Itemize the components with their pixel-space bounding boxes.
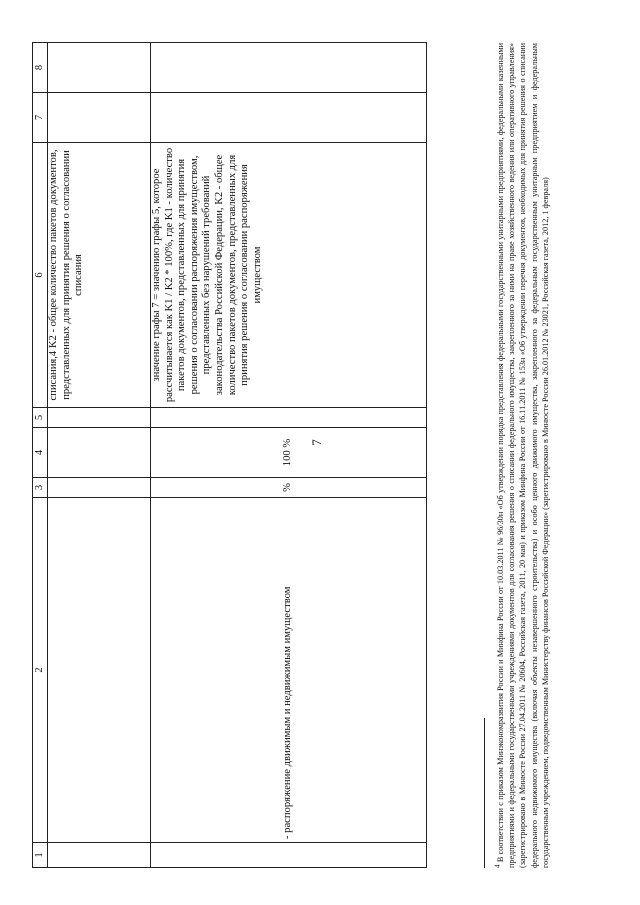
table-cell xyxy=(48,43,151,93)
header-cell: 1 xyxy=(33,843,48,868)
table-header-row xyxy=(33,43,48,868)
header-cell: 2 xyxy=(33,498,48,843)
footnote-text: В соответствии с приказом Минэкономразвития России и Минфина России от 10.03.2011 № 96/30н «Об утверждении порядка представления федеральными государственными унитарными предприятиями, федеральными казенными предприятиями и федеральными государственными учреждениями документов для согласования решения о списании федерального имущества, закрепленного за ними на праве хозяйственного ведения или оперативного управления» (зарегистрировано в Минюсте России 27.04.2011 № 20604, Российская газета, 2011, 20 мая) и приказом Минфина России от 16.11.2011 № 153н «Об утверждении перечня документов, необходимых для принятия решения о списании федерального недвижимого имущества (включая объекты незавершенного строительства) и особо ценного движимого имущества, закрепленного за федеральным государственным унитарным предприятием и федеральным государственным учреждением, подведомственным Министерству финансов Российской Федерации» (зарегистрировано в Минюсте России 26.01.2012 № 23021, Российская газета, 2012, 1 февраля) xyxy=(496,42,550,868)
header-cell: 3 xyxy=(33,478,48,498)
table-cell-description: списания,4 K2 - общее количество пакетов документов, представленных для принятия решения о согласовании списания xyxy=(48,143,151,408)
table-cell xyxy=(151,93,427,143)
table-cell-unit: % xyxy=(151,478,427,498)
table-cell xyxy=(48,843,151,868)
footnote-mark: 4 xyxy=(493,864,502,868)
table-cell xyxy=(48,93,151,143)
header-cell: 5 xyxy=(33,408,48,428)
header-cell: 6 xyxy=(33,143,48,408)
table-cell xyxy=(151,843,427,868)
page-number: 7 xyxy=(308,439,324,446)
header-cell: 4 xyxy=(33,428,48,478)
table-cell xyxy=(151,408,427,428)
table-row xyxy=(151,43,427,868)
rotated-document-page xyxy=(32,43,587,868)
indicators-table xyxy=(32,42,427,868)
table-cell xyxy=(48,478,151,498)
header-cell: 8 xyxy=(33,43,48,93)
table-row xyxy=(48,43,151,868)
footnote xyxy=(495,43,551,868)
table-cell xyxy=(48,408,151,428)
table-cell-indicator: - распоряжение движимым и недвижимым имуществом xyxy=(151,498,427,843)
table-cell-target: 100 % xyxy=(151,428,427,478)
table-cell xyxy=(48,428,151,478)
table-cell xyxy=(48,498,151,843)
table-cell-description: значение графы 7 = значению графы 5, которое рассчитывается как K1 / K2 * 100%, где K1 - количество пакетов документов, представленных для принятия решения о согласовании распоряжения имуществом, представленных без нарушений требований законодательства Российской Федерации, K2 - общее количество пакетов документов, представленных для принятия решения о согласовании распоряжения имуществом xyxy=(151,143,427,408)
header-cell: 7 xyxy=(33,93,48,143)
footnote-divider xyxy=(484,718,485,868)
table-cell xyxy=(151,43,427,93)
